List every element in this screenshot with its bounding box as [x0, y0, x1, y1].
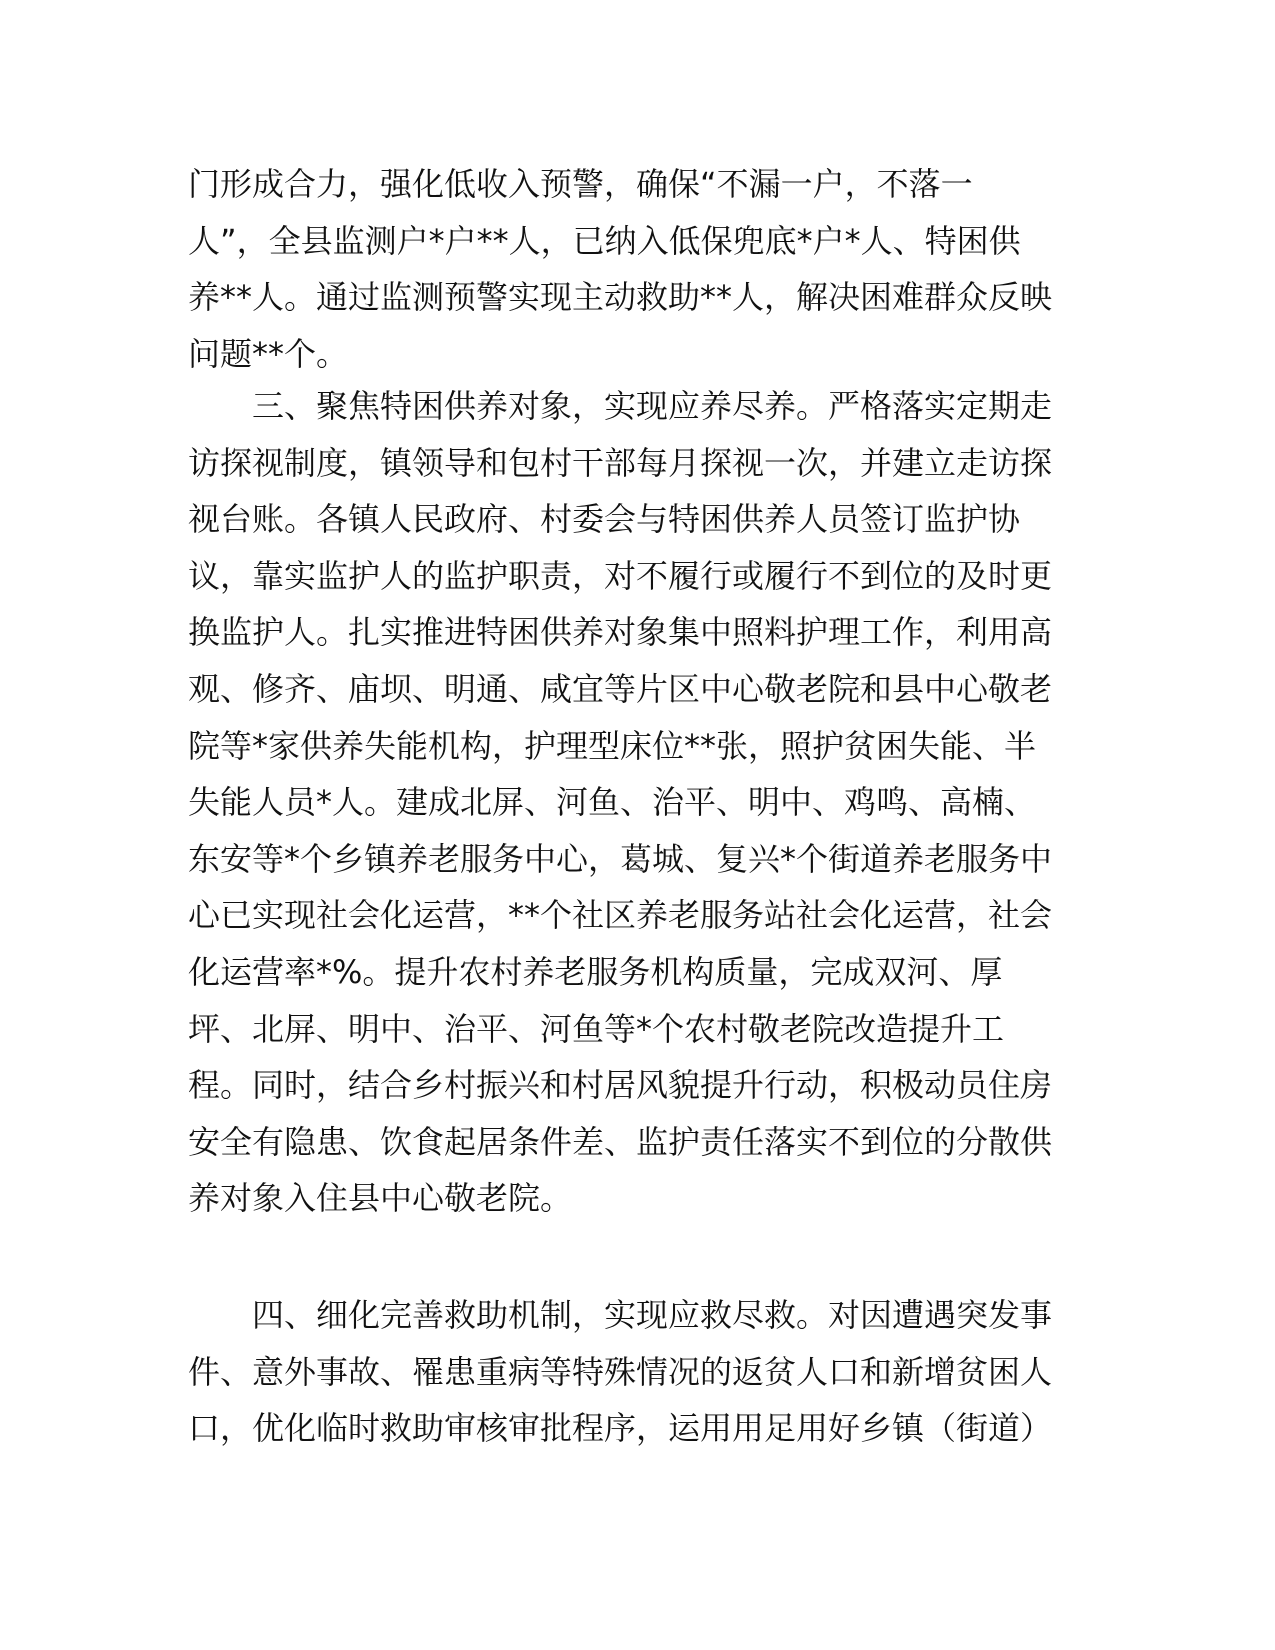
text-line: 失能人员*人。建成北屏、河鱼、治平、明中、鸡鸣、高楠、: [188, 783, 1037, 822]
text-line: 视台账。各镇人民政府、村委会与特困供养人员签订监护协: [188, 500, 1021, 539]
text-line: 换监护人。扎实推进特困供养对象集中照料护理工作，利用高: [188, 613, 1053, 652]
text-line: 观、修齐、庙坝、明通、咸宜等片区中心敬老院和县中心敬老: [188, 669, 1053, 708]
text-line: 访探视制度，镇领导和包村干部每月探视一次，并建立走访探: [188, 443, 1053, 482]
text-line: 坪、北屏、明中、治平、河鱼等*个农村敬老院改造提升工: [188, 1009, 1005, 1048]
text-line: 人”，全县监测户*户**人，已纳入低保兜底*户*人、特困供: [188, 221, 1021, 260]
text-line: 心已实现社会化运营，**个社区养老服务站社会化运营，社会: [188, 896, 1053, 935]
text-line: 东安等*个乡镇养老服务中心，葛城、复兴*个街道养老服务中: [188, 839, 1053, 878]
text-line: 养对象入住县中心敬老院。: [188, 1179, 573, 1218]
text-line: 安全有隐患、饮食起居条件差、监护责任落实不到位的分散供: [188, 1122, 1053, 1161]
text-line: 院等*家供养失能机构，护理型床位**张，照护贫困失能、半: [188, 726, 1037, 765]
text-line: 口，优化临时救助审核审批程序，运用用足用好乡镇（街道）: [188, 1409, 1053, 1448]
text-line: 四、细化完善救助机制，实现应救尽救。对因遭遇突发事: [188, 1296, 1053, 1334]
text-line: 化运营率*%。提升农村养老服务机构质量，完成双河、厚: [188, 952, 1003, 991]
paragraph-section-three: [188, 378, 1088, 1227]
paragraph-continuation: [188, 156, 1088, 382]
text-line: 养**人。通过监测预警实现主动救助**人，解决困难群众反映: [188, 278, 1053, 317]
text-line: 三、聚焦特困供养对象，实现应养尽养。严格落实定期走: [188, 387, 1053, 425]
text-line: 门形成合力，强化低收入预警，确保“不漏一户，不落一: [188, 165, 973, 203]
text-line: 问题**个。: [188, 334, 349, 373]
paragraph-section-four: [188, 1287, 1088, 1457]
text-line: 议，靠实监护人的监护职责，对不履行或履行不到位的及时更: [188, 556, 1053, 595]
text-line: 件、意外事故、罹患重病等特殊情况的返贫人口和新增贫困人: [188, 1352, 1053, 1391]
text-line: 程。同时，结合乡村振兴和村居风貌提升行动，积极动员住房: [188, 1066, 1053, 1105]
